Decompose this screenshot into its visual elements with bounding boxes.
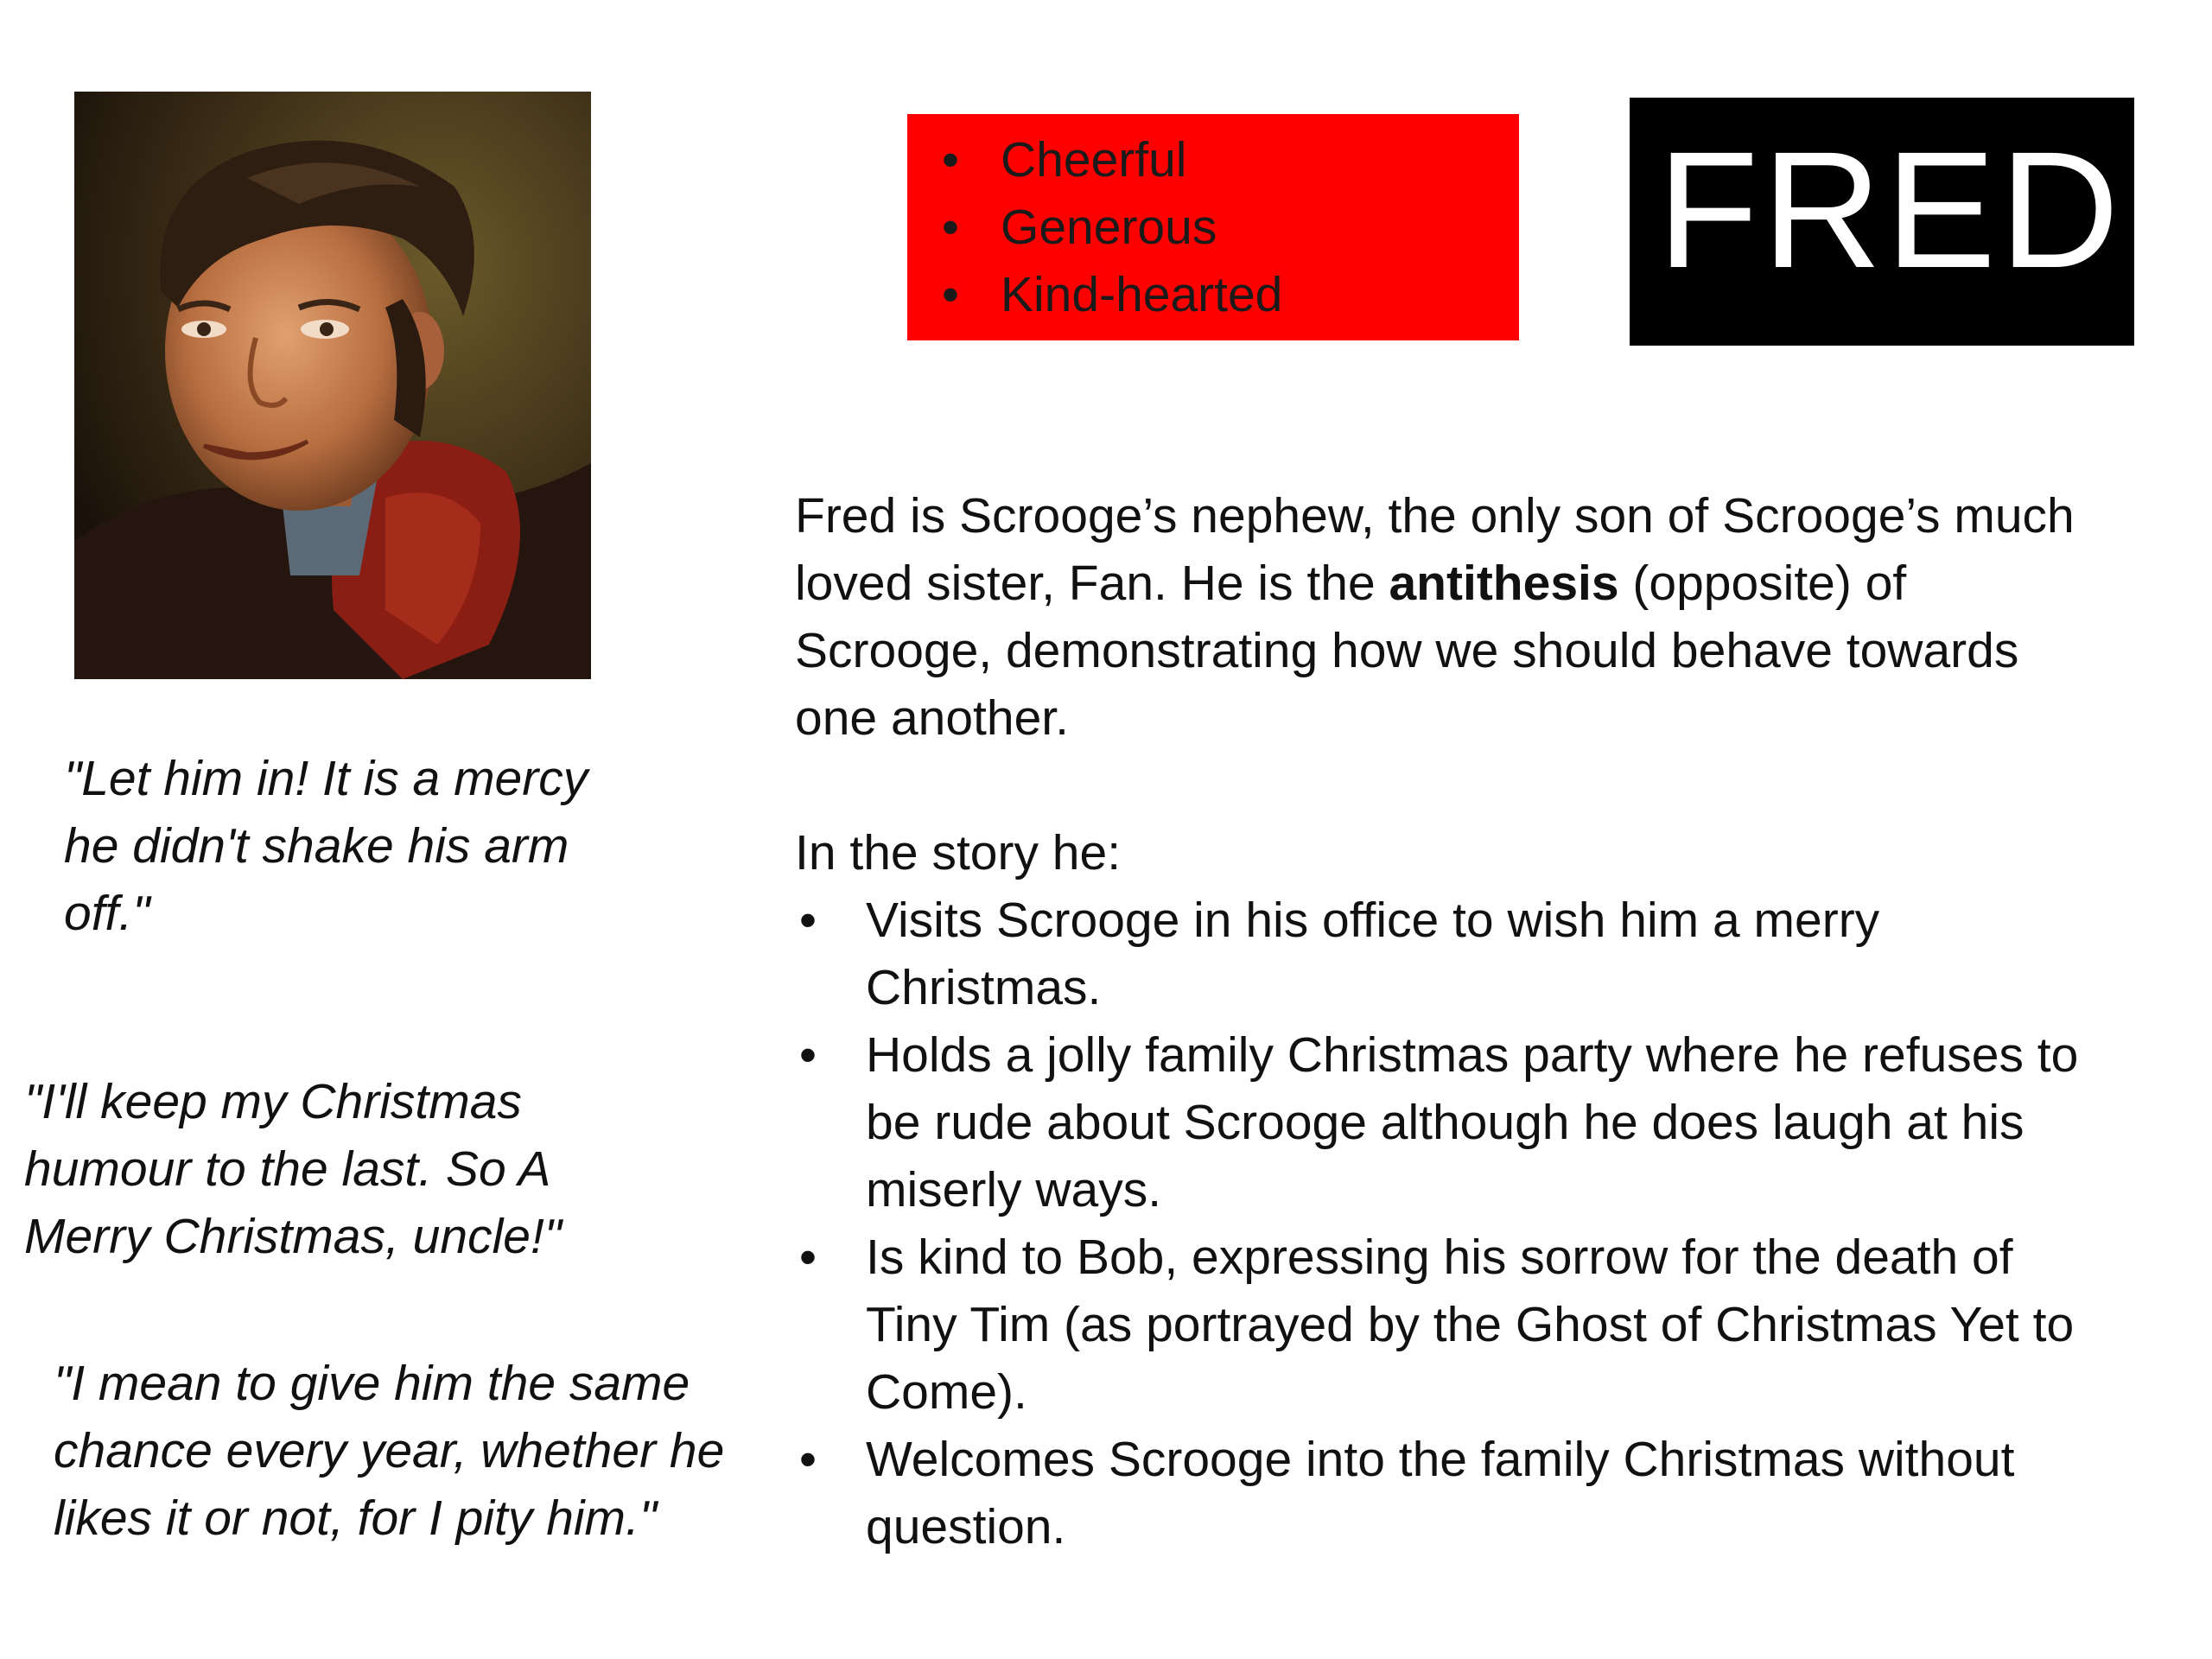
bullet: • bbox=[799, 1230, 817, 1285]
description-paragraph: Fred is Scrooge’s nephew, the only son of Scrooge’s much loved sister, Fan. He is the antithesis (opposite) of Scrooge, demonstrating how we should behave towards one another. bbox=[795, 488, 2075, 746]
bullet: • bbox=[942, 267, 959, 322]
quote-3: "I mean to give him the same chance every year, whether he likes it or not, for I pity him." bbox=[54, 1356, 725, 1546]
quote-2: "I'll keep my Christmas humour to the last. So A Merry Christmas, uncle!" bbox=[24, 1074, 563, 1264]
story-event: • Is kind to Bob, expressing his sorrow for the death of Tiny Tim (as portrayed by the Ghost of Christmas Yet to Come). bbox=[795, 1224, 2108, 1426]
traits-box bbox=[907, 114, 1519, 340]
bullet: • bbox=[942, 132, 959, 188]
trait-item: • Kind-hearted bbox=[907, 261, 1519, 328]
bullet: • bbox=[942, 200, 959, 255]
portrait-image bbox=[74, 92, 591, 679]
character-name: FRED bbox=[1657, 117, 2123, 302]
character-description bbox=[795, 482, 2108, 752]
story-event: • Holds a jolly family Christmas party where he refuses to be rude about Scrooge although he does laugh at his miserly ways. bbox=[795, 1021, 2108, 1224]
story-intro: In the story he: bbox=[795, 825, 1122, 880]
bullet: • bbox=[799, 893, 817, 948]
quote-1: "Let him in! It is a mercy he didn't shake his arm off." bbox=[64, 751, 588, 941]
bullet: • bbox=[799, 1027, 817, 1083]
story-events-list bbox=[795, 887, 2108, 1560]
story-event: • Visits Scrooge in his office to wish him a merry Christmas. bbox=[795, 887, 2108, 1021]
character-name-box bbox=[1630, 98, 2134, 346]
trait-item: • Cheerful bbox=[907, 126, 1519, 194]
bullet: • bbox=[799, 1432, 817, 1487]
fred-portrait bbox=[74, 92, 591, 679]
trait-item: • Generous bbox=[907, 194, 1519, 261]
story-event: • Welcomes Scrooge into the family Christmas without question. bbox=[795, 1426, 2108, 1560]
traits-list bbox=[907, 126, 1519, 328]
key-term: antithesis bbox=[1389, 556, 1619, 611]
